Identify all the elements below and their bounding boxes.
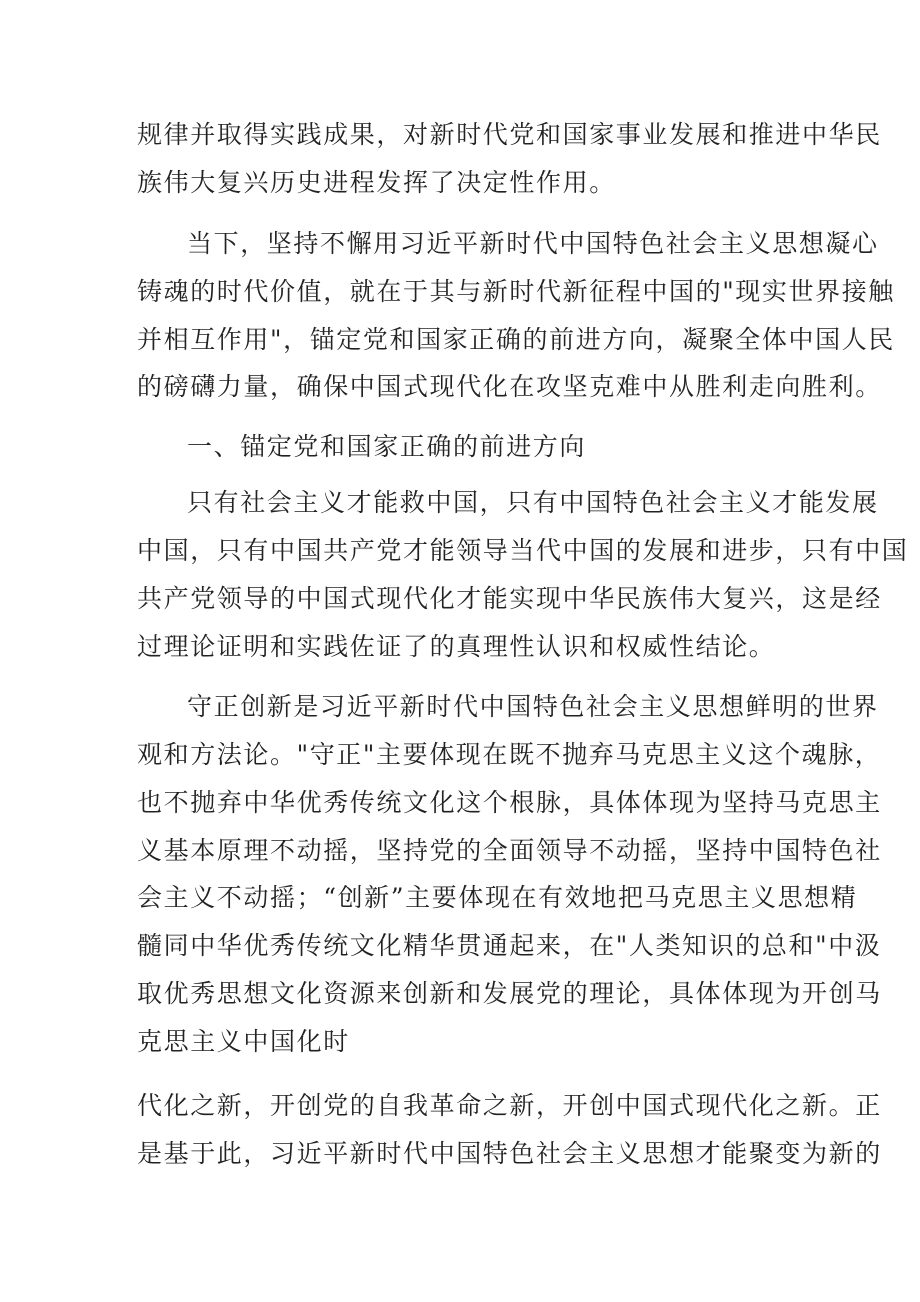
text-line: 规律并取得实践成果，对新时代党和国家事业发展和推进中华民 xyxy=(137,120,882,149)
text-line: 取优秀思想文化资源来创新和发展党的理论，具体体现为开创马 xyxy=(137,979,882,1008)
paragraph-start-line: 守正创新是习近平新时代中国特色社会主义思想鲜明的世界 xyxy=(187,692,879,721)
text-line: 的磅礴力量，确保中国式现代化在攻坚克难中从胜利走向胜利。 xyxy=(137,372,882,401)
text-line: 族伟大复兴历史进程发挥了决定性作用。 xyxy=(137,168,616,197)
text-line: 中国，只有中国共产党才能领导当代中国的发展和进步，只有中国 xyxy=(137,536,909,565)
text-line: 共产党领导的中国式现代化才能实现中华民族伟大复兴，这是经 xyxy=(137,584,882,613)
section-heading: 一、锚定党和国家正确的前进方向 xyxy=(187,432,587,461)
text-line: 髓同中华优秀传统文化精华贯通起来，在"人类知识的总和"中汲 xyxy=(137,931,882,960)
text-line: 会主义不动摇；“创新”主要体现在有效地把马克思主义思想精 xyxy=(137,883,858,912)
paragraph-start-line: 只有社会主义才能救中国，只有中国特色社会主义才能发展 xyxy=(187,488,879,517)
text-line: 是基于此，习近平新时代中国特色社会主义思想才能聚变为新的 xyxy=(137,1139,882,1168)
text-line: 义基本原理不动摇，坚持党的全面领导不动摇，坚持中国特色社 xyxy=(137,836,882,865)
text-line: 克思主义中国化时 xyxy=(137,1027,350,1056)
text-line: 过理论证明和实践佐证了的真理性认识和权威性结论。 xyxy=(137,632,776,661)
paragraph-start-line: 当下，坚持不懈用习近平新时代中国特色社会主义思想凝心 xyxy=(187,229,879,258)
text-line: 观和方法论。"守正"主要体现在既不抛弃马克思主义这个魂脉， xyxy=(137,740,882,769)
text-line: 代化之新，开创党的自我革命之新，开创中国式现代化之新。正 xyxy=(137,1091,882,1120)
text-line: 并相互作用"，锚定党和国家正确的前进方向，凝聚全体中国人民 xyxy=(137,325,895,354)
text-line: 也不抛弃中华优秀传统文化这个根脉，具体体现为坚持马克思主 xyxy=(137,788,882,817)
text-line: 铸魂的时代价值，就在于其与新时代新征程中国的"现实世界接触 xyxy=(137,277,895,306)
